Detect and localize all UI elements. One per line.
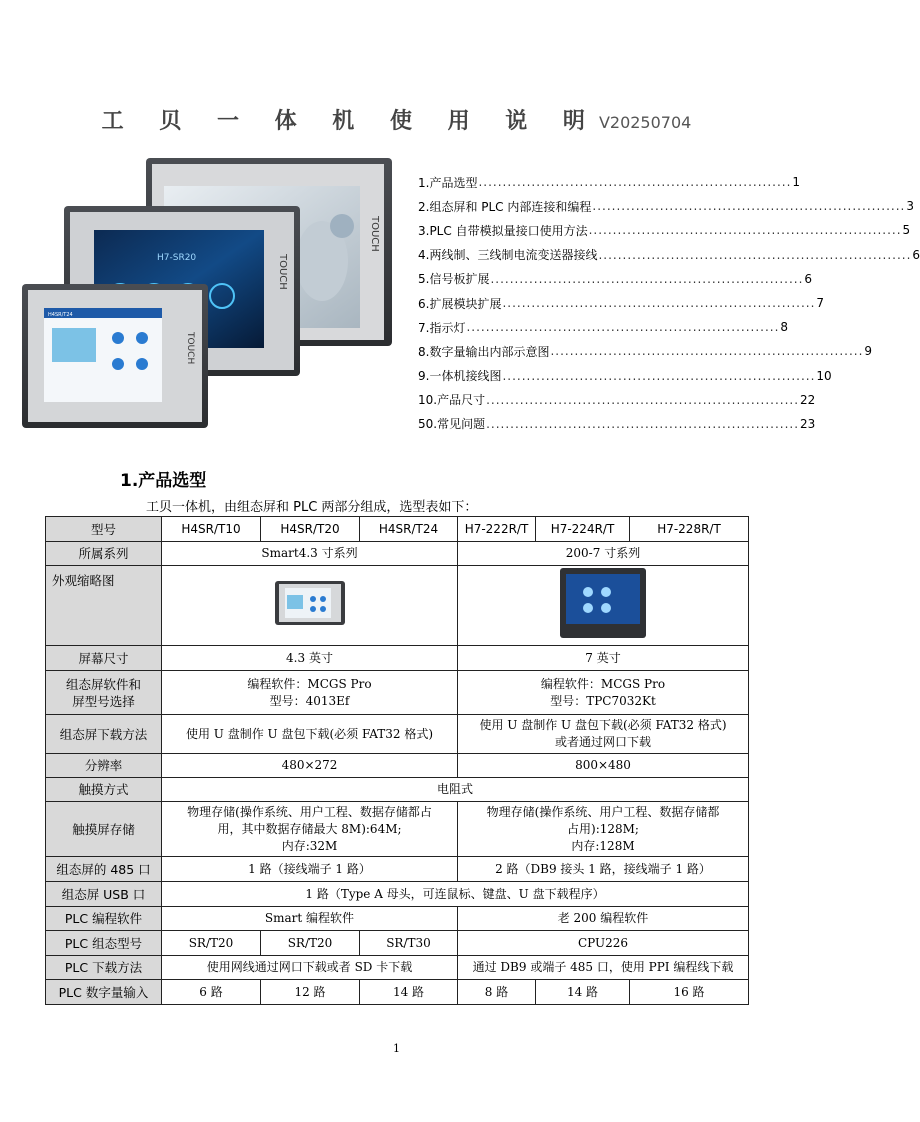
plc-inputs-cell: 8 路 (458, 980, 536, 1005)
row-label-plc-inputs: PLC 数字量输入 (46, 980, 162, 1005)
row-label-plc-download: PLC 下载方法 (46, 956, 162, 980)
table-of-contents (418, 170, 920, 436)
plc-download-right: 通过 DB9 或端子 485 口，使用 PPI 编程线下载 (458, 956, 749, 980)
table-row (46, 882, 749, 907)
row-label-485: 组态屏的 485 口 (46, 857, 162, 882)
toc-entry[interactable]: 50.常见问题 ................................................................. 23 (418, 416, 816, 432)
plc-inputs-cell: 12 路 (261, 980, 360, 1005)
row-label-software: 组态屏软件和 屏型号选择 (46, 671, 162, 715)
front-screen-text: H4SR/T24 (48, 312, 73, 318)
thumbnail-7-inch (558, 566, 648, 640)
series-left: Smart4.3 寸系列 (162, 542, 458, 566)
table-row (46, 517, 749, 542)
table-row (46, 754, 749, 778)
row-label-download: 组态屏下载方法 (46, 715, 162, 754)
row-label-model: 型号 (46, 517, 162, 542)
table-row (46, 566, 749, 646)
plc-inputs-cell: 16 路 (630, 980, 749, 1005)
model-cell: H7-228R/T (630, 517, 749, 542)
plc-model-cell: SR/T20 (261, 931, 360, 956)
toc-entry[interactable]: 5.信号板扩展 ................................................................. 6 (418, 271, 813, 287)
software-left: 编程软件：MCGS Pro 型号：4013Ef (162, 671, 458, 715)
toc-entry[interactable]: 1.产品选型 ................................................................. 1 (418, 175, 801, 190)
table-row (46, 542, 749, 566)
toc-entry[interactable]: 3.PLC 自带模拟量接口使用方法 ................................................................. 5 (418, 223, 911, 238)
toc-entry[interactable]: 7.指示灯 ................................................................. 8 (418, 320, 789, 335)
table-row (46, 715, 749, 754)
plc-software-right: 老 200 编程软件 (458, 907, 749, 931)
table-row (46, 980, 749, 1005)
model-cell: H4SR/T10 (162, 517, 261, 542)
plc-inputs-cell: 6 路 (162, 980, 261, 1005)
touch-label-back: TOUCH (369, 216, 380, 252)
storage-right: 物理存储(操作系统、用户工程、数据存储都 占用):128M; 内存:128M (458, 802, 749, 857)
resolution-right: 800×480 (458, 754, 749, 778)
software-right: 编程软件：MCGS Pro 型号：TPC7032Kt (458, 671, 749, 715)
table-row (46, 931, 749, 956)
usb-value: 1 路（Type A 母头，可连鼠标、键盘、U 盘下载程序） (162, 882, 749, 907)
row-label-plc-model: PLC 组态型号 (46, 931, 162, 956)
toc-entry[interactable]: 6.扩展模块扩展 ................................................................. 7 (418, 296, 825, 311)
model-cell: H7-224R/T (536, 517, 630, 542)
row-label-plc-software: PLC 编程软件 (46, 907, 162, 931)
touch-value: 电阻式 (162, 778, 749, 802)
section-heading: 1.产品选型 (120, 471, 207, 491)
table-row (46, 956, 749, 980)
series-right: 200-7 寸系列 (458, 542, 749, 566)
row-label-resolution: 分辨率 (46, 754, 162, 778)
spec-table (45, 516, 749, 1005)
row-label-usb: 组态屏 USB 口 (46, 882, 162, 907)
row-label-storage: 触摸屏存储 (46, 802, 162, 857)
model-cell: H4SR/T24 (360, 517, 458, 542)
plc-model-right: CPU226 (458, 931, 749, 956)
product-photo (22, 156, 394, 432)
table-row (46, 778, 749, 802)
plc-inputs-cell: 14 路 (536, 980, 630, 1005)
resolution-left: 480×272 (162, 754, 458, 778)
thumb-right (458, 566, 749, 646)
port485-right: 2 路（DB9 接头 1 路，接线端子 1 路） (458, 857, 749, 882)
row-label-screen-size: 屏幕尺寸 (46, 646, 162, 671)
plc-download-left: 使用网线通过网口下载或者 SD 卡下载 (162, 956, 458, 980)
thumbnail-4-3-inch (273, 579, 347, 627)
plc-model-cell: SR/T20 (162, 931, 261, 956)
table-row (46, 671, 749, 715)
screen-size-left: 4.3 英寸 (162, 646, 458, 671)
screen-size-right: 7 英寸 (458, 646, 749, 671)
download-right: 使用 U 盘制作 U 盘包下载(必须 FAT32 格式) 或者通过网口下载 (458, 715, 749, 754)
document-version: V20250704 (598, 113, 692, 132)
model-cell: H4SR/T20 (261, 517, 360, 542)
toc-entry[interactable]: 8.数字量输出内部示意图 ................................................................. 9 (418, 344, 873, 359)
plc-software-left: Smart 编程软件 (162, 907, 458, 931)
download-left: 使用 U 盘制作 U 盘包下载(必须 FAT32 格式) (162, 715, 458, 754)
touch-label-front: TOUCH (185, 332, 195, 365)
table-row (46, 857, 749, 882)
toc-entry[interactable]: 9.一体机接线图 ................................................................. 10 (418, 368, 832, 384)
plc-inputs-cell: 14 路 (360, 980, 458, 1005)
section-intro: 工贝一体机，由组态屏和 PLC 两部分组成，选型表如下： (146, 500, 478, 515)
port485-left: 1 路（接线端子 1 路） (162, 857, 458, 882)
row-label-series: 所属系列 (46, 542, 162, 566)
plc-model-cell: SR/T30 (360, 931, 458, 956)
thumb-left (162, 566, 458, 646)
document-title: 工 贝 一 体 机 使 用 说 明V20250704 (101, 109, 692, 134)
toc-entry[interactable]: 10.产品尺寸 ................................................................. 22 (418, 392, 816, 408)
row-label-touch: 触摸方式 (46, 778, 162, 802)
model-cell: H7-222R/T (458, 517, 536, 542)
storage-left: 物理存储(操作系统、用户工程、数据存储都占 用，其中数据存储最大 8M):64M; 内存:32M (162, 802, 458, 857)
page-number: 1 (393, 1042, 400, 1055)
table-row (46, 802, 749, 857)
middle-screen-text: H7-SR20 (157, 253, 197, 263)
table-row (46, 907, 749, 931)
toc-entry[interactable]: 4.两线制、三线制电流变送器接线 ................................................................. 6 (418, 247, 920, 263)
table-row (46, 646, 749, 671)
toc-entry[interactable]: 2.组态屏和 PLC 内部连接和编程 ................................................................. 3 (418, 199, 914, 214)
touch-label-middle: TOUCH (277, 254, 288, 290)
row-label-thumb: 外观缩略图 (46, 566, 162, 646)
